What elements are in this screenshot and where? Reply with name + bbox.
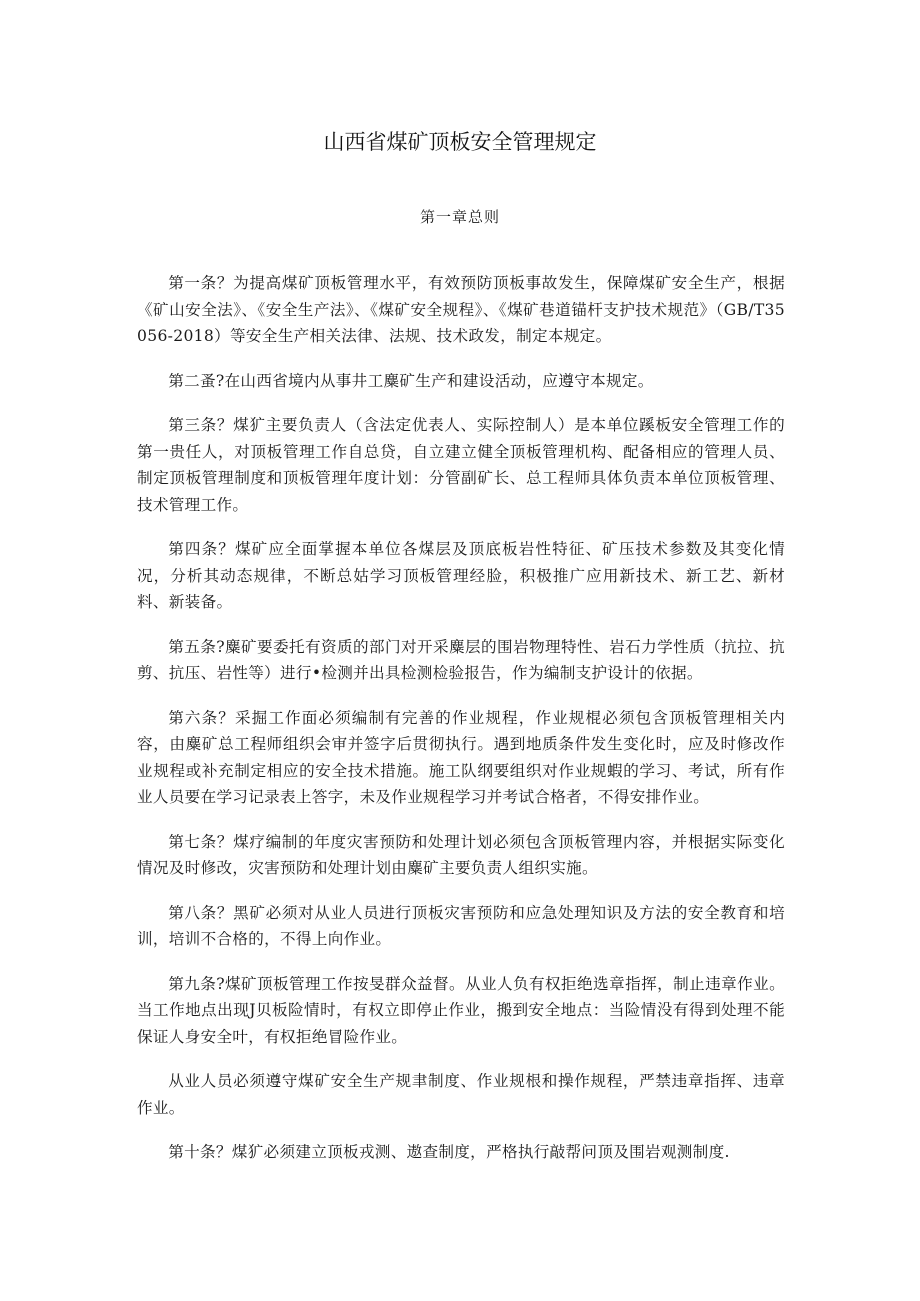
document-body (137, 270, 785, 1184)
article-10: 第十条？煤犷必须建立顶板戎测、遨查制度，严格执行敲帮问顶及围岩观测制度. (168, 1143, 730, 1161)
article-6: 第六条？采掘工作面必须编制有完善的作业规程，作业规棍必须包含顶板管理相关内容，由麋矿总工程师组织会审并签字后贯彻执行。遇到地质条件发生变化时，应及时修改作业规程或补充制定相应的安全技术措施。施工队纲要组织对作业规蝦的学习、考试，所有作业人员要在学习记录表上答字，未及作业规程学习并考试合格者，不得安排作业。 (137, 708, 785, 806)
article-9-continued: 从业人员必须遵守煤矿安全生产规聿制度、作业规根和操作规程，严禁违章指挥、违章作业。 (137, 1072, 785, 1117)
article-4: 第四条？煤矿应全面掌握本单位各煤层及顶底板岩性特征、矿压技术参数及其变化情况，分析其动态规律，不断总姑学习顶板管理经脸，积极推广应用新技术、新工艺、新材料、新装备。 (137, 540, 785, 611)
article-3: 第三条？煤犷主要负责人（含法定优表人、实际控制人）是本单位蹊板安全管理工作的第一贵任人，对顶板管理工作自总贷，自立建立健全顶板管理机构、配备相应的管理人员、制定顶板管理制度和顶板管理年度计划：分管副矿长、总工程师具体负责本单位顶板管理、技术管理工作。 (137, 416, 785, 514)
article-5: 第五条?麋矿要委托有资质的部门对开采麋层的围岩物理特性、岩石力学性质（抗拉、抗剪、抗压、岩性等）进行•检测并出具检测检验报告，作为编制支护设计的依据。 (137, 637, 785, 682)
document-title: 山西省煤矿顶板安全管理规定 (323, 130, 597, 154)
article-8: 第八条？黑矿必须对从业人员进行顶板灾害预防和应急处理知识及方法的安全教育和培训，培训不合格的，不得上向作业。 (137, 903, 785, 948)
article-1: 第一条？为提高煤矿顶板管理水平，有效预防顶板事故发生，保障煤矿安全生产，根据《矿山安全法》、《安全生产法》、《煤矿安全规程》、《煤矿巷道锚杆支护技术规范》（GB/T35056-2018）等安全生产相关法律、法规、技术政发，制定本规定。 (137, 274, 785, 345)
article-9: 第九条?煤矿顶板管理工作按旻群众益督。从业人负有权拒绝选章指挥，制止违章作业。当工作地点出现J贝板险情时，有权立即停止作业，搬到安全地点：当险情没有得到处理不能保证人身安全叶，有权拒绝冒险作业。 (137, 974, 785, 1046)
article-7: 第七条？煤疗编制的年度灾害预防和处理计划必须包含顶板管理内容，并根据实际变化情况及时修改，灾害预防和处理计划由麋矿主要负责人组织实施。 (137, 832, 785, 877)
article-2: 第二蚤?在山西省境内从事井工麋矿生产和建设活动，应遵守本规定。 (168, 371, 654, 390)
chapter-title: 第一章总则 (419, 208, 500, 226)
